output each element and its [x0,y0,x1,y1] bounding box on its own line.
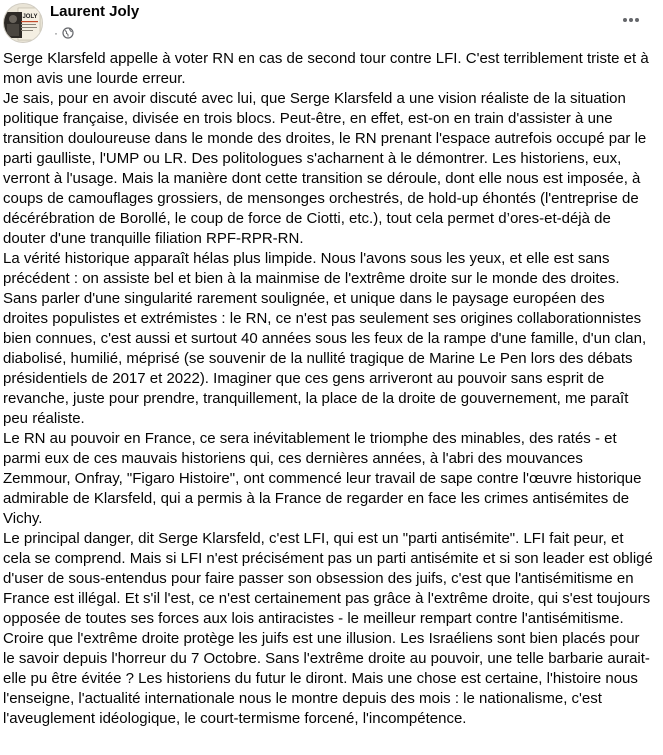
avatar-cover-text: JOLY [22,14,38,20]
post-paragraph: La vérité historique apparaît hélas plus limpide. Nous l'avons sous les yeux, et elle est sans précédent : on assiste bel et bien à la mainmise de l'extrême droite sur le monde des droites. Sans parler d'une singularité rarement soulignée, et unique dans le paysage européen des droites populistes et extrémistes : le RN, ce n'est pas seulement ses origines collaborationnistes bien connues, c'est aussi et surtout 40 années sous les feux de la rampe d'une famille, d'un clan, diabolisé, humilié, méprisé (se souvenir de la nullité tragique de Marine Le Pen lors des débats présidentiels de 2017 et 2022). Imaginer que ces gens arriveront au pouvoir sans esprit de revanche, juste pour prendre, tranquillement, la place de la droite de gouvernement, me paraît peu réaliste. [3,250,647,427]
more-options-icon[interactable] [619,10,643,30]
post-author[interactable]: Laurent Joly [50,3,140,20]
post-paragraph: Le principal danger, dit Serge Klarsfeld, c'est LFI, qui est un "parti antisémite". LFI fait peur, et cela se comprend. Mais si LFI n'est précisément pas un parti antisémite et si son leader est obligé d'user de sous-entendus pour faire passer son obsession des juifs, c'est que l'antisémitisme en France est illégal. Et s'il l'est, ce n'est certainement pas grâce à l'extrême droite, qui s'est toujours opposée de toutes ses forces aux lois antiracistes - le meilleur rempart contre l'antisémitisme. [3,530,653,627]
post-paragraph: Croire que l'extrême droite protège les juifs est une illusion. Les Israéliens sont bien placés pour le savoir depuis l'horreur du 7 Octobre. Sans l'extrême droite au pouvoir, une telle barbarie aurait-elle pu être évitée ? Les historiens du futur le diront. Mais une chose est certaine, l'histoire nous l'enseigne, l'actualité internationale nous le montre depuis des mois : le nationalisme, c'est l'aveuglement idéologique, le court-termisme forcené, l'incompétence. [3,630,650,727]
globe-icon[interactable] [62,27,74,39]
post-body [3,49,653,729]
post-meta [50,26,74,40]
book-cover-avatar [4,4,43,43]
avatar[interactable] [3,3,43,43]
post-header [0,0,663,48]
post-paragraph: Le RN au pouvoir en France, ce sera inévitablement le triomphe des minables, des ratés - et parmi eux de ces mauvais historiens qui, ces dernières années, à l'abri des mouvances Zemmour, Onfray, "Figaro Histoire", ont commencé leur travail de sape contre l'œuvre historique admirable de Klarsfeld, qui a permis à la France de regarder en face les crimes antisémites de Vichy. [3,430,642,527]
meta-separator: · [54,26,58,40]
post-paragraph: Serge Klarsfeld appelle à voter RN en cas de second tour contre LFI. C'est terriblement triste et à mon avis une lourde erreur. [3,50,649,87]
post-paragraph: Je sais, pour en avoir discuté avec lui, que Serge Klarsfeld a une vision réaliste de la situation politique française, divisée en trois blocs. Peut-être, en effet, est-on en train d'assister à une transition douloureuse dans le monde des droites, le RN prenant l'espace autrefois occupé par le parti gaulliste, l'UMP ou LR. Des politologues s'acharnent à le démontrer. Les historiens, eux, verront à l'usage. Mais la manière dont cette transition se déroule, dont elle nous est imposée, à coups de camouflages grossiers, de mensonges orchestrés, de hold-up éhontés (l'entreprise de décérébration de Borollé, le coup de force de Ciotti, etc.), tout cela permet d’ores-et-déjà de douter d'une tranquille filiation RPF-RPR-RN. [3,90,647,247]
